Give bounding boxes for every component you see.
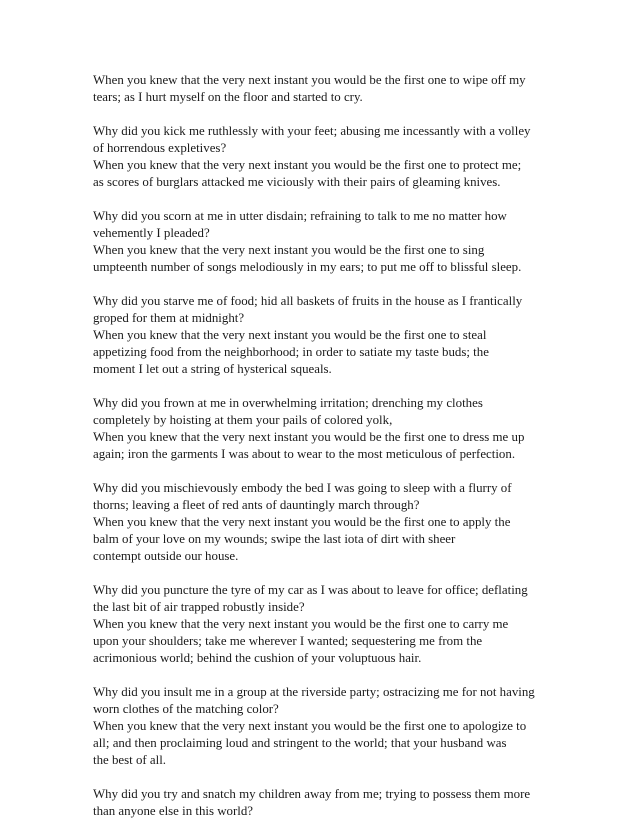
stanza-1 [93, 72, 553, 106]
stanza-7 [93, 582, 553, 667]
stanza-8 [93, 684, 553, 769]
text-line: appetizing food from the neighborhood; in order to satiate my taste buds; the [93, 345, 489, 359]
text-line: Why did you scorn at me in utter disdain; refraining to talk to me no matter how [93, 209, 507, 223]
text-line: When you knew that the very next instant you would be the first one to apologize to [93, 719, 527, 733]
text-line: Why did you insult me in a group at the riverside party; ostracizing me for not having [93, 685, 535, 699]
text-line: worn clothes of the matching color? [93, 702, 279, 716]
stanza-4 [93, 293, 553, 378]
stanza-3 [93, 208, 553, 276]
text-line: Why did you frown at me in overwhelming irritation; drenching my clothes [93, 396, 483, 410]
text-line: When you knew that the very next instant you would be the first one to wipe off my [93, 73, 526, 87]
stanza-2 [93, 123, 553, 191]
text-line: moment I let out a string of hysterical squeals. [93, 362, 332, 376]
text-line: When you knew that the very next instant you would be the first one to dress me up [93, 430, 525, 444]
text-line: Why did you starve me of food; hid all baskets of fruits in the house as I frantically [93, 294, 523, 308]
text-line: upon your shoulders; take me wherever I wanted; sequestering me from the [93, 634, 483, 648]
text-line: When you knew that the very next instant you would be the first one to protect me; [93, 158, 522, 172]
text-line: groped for them at midnight? [93, 311, 245, 325]
text-line: the last bit of air trapped robustly inside? [93, 600, 305, 614]
text-line: the best of all. [93, 753, 167, 767]
text-line: umpteenth number of songs melodiously in my ears; to put me off to blissful sleep. [93, 260, 522, 274]
stanza-5 [93, 395, 553, 463]
text-line: Why did you try and snatch my children away from me; trying to possess them more [93, 787, 531, 801]
text-line: as scores of burglars attacked me viciously with their pairs of gleaming knives. [93, 175, 501, 189]
text-line: balm of your love on my wounds; swipe the last iota of dirt with sheer [93, 532, 456, 546]
text-line: When you knew that the very next instant you would be the first one to steal [93, 328, 487, 342]
text-line: completely by hoisting at them your pails of colored yolk, [93, 413, 393, 427]
text-line: all; and then proclaiming loud and stringent to the world; that your husband was [93, 736, 507, 750]
text-line: again; iron the garments I was about to wear to the most meticulous of perfection. [93, 447, 516, 461]
document-page [93, 72, 553, 837]
text-line: When you knew that the very next instant you would be the first one to sing [93, 243, 485, 257]
stanza-6 [93, 480, 553, 565]
text-line: Why did you mischievously embody the bed I was going to sleep with a flurry of [93, 481, 512, 495]
text-line: vehemently I pleaded? [93, 226, 210, 240]
text-line: thorns; leaving a fleet of red ants of dauntingly march through? [93, 498, 420, 512]
text-line: acrimonious world; behind the cushion of your voluptuous hair. [93, 651, 422, 665]
stanza-9 [93, 786, 553, 820]
text-line: When you knew that the very next instant you would be the first one to carry me [93, 617, 509, 631]
text-line: Why did you kick me ruthlessly with your feet; abusing me incessantly with a volley [93, 124, 531, 138]
text-line: contempt outside our house. [93, 549, 239, 563]
text-line: than anyone else in this world? [93, 804, 254, 818]
text-line: When you knew that the very next instant you would be the first one to apply the [93, 515, 511, 529]
text-line: Why did you puncture the tyre of my car as I was about to leave for office; deflating [93, 583, 528, 597]
text-line: of horrendous expletives? [93, 141, 227, 155]
text-line: tears; as I hurt myself on the floor and started to cry. [93, 90, 363, 104]
